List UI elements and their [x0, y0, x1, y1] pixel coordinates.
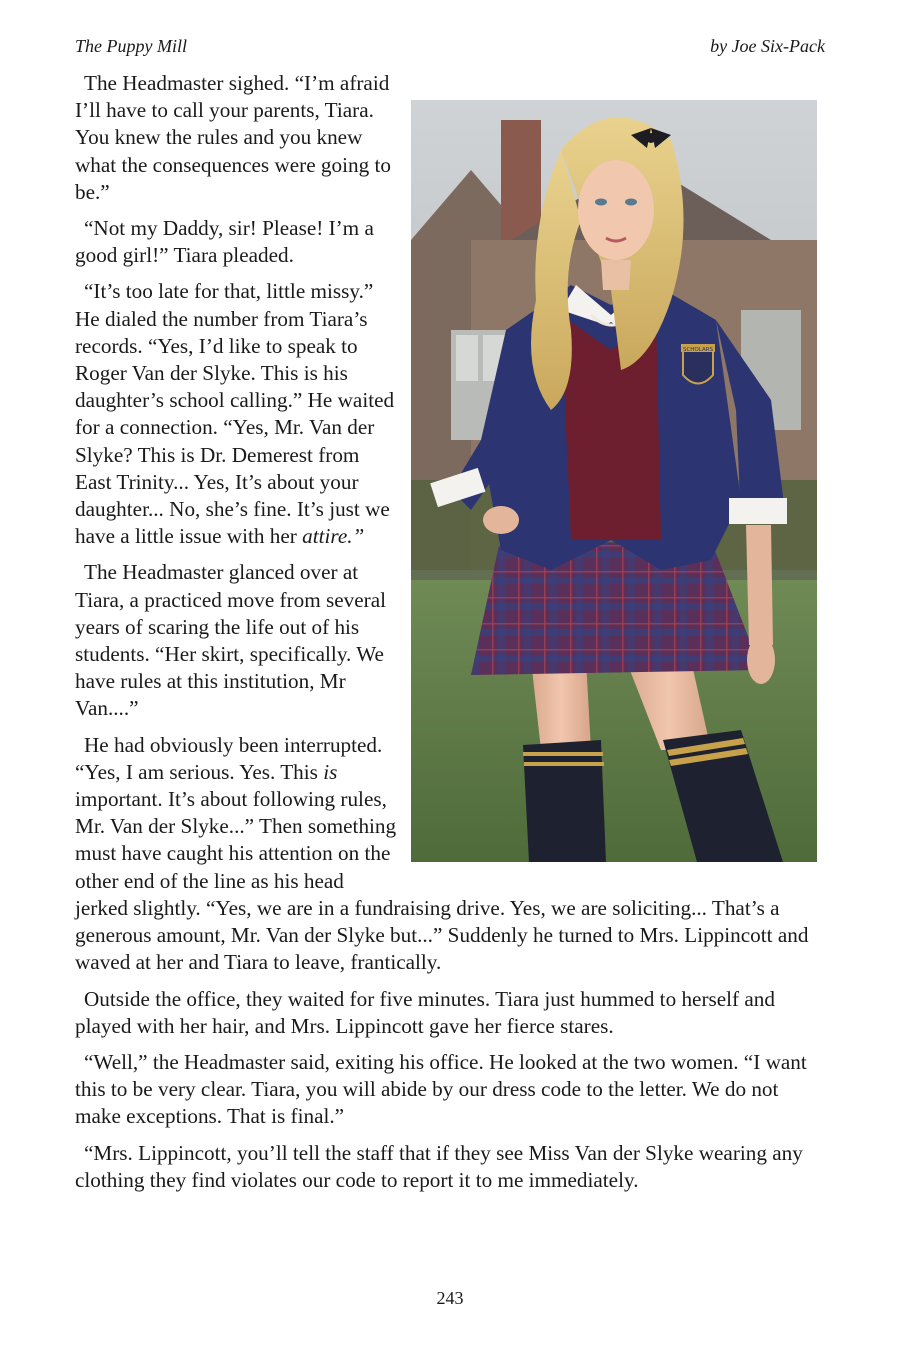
running-header: [75, 36, 825, 62]
paragraph-5-text-b: important. It’s about following rules, Mr. Van der Slyke...” Then something must have caught his attention on the other end of the line as his head jerked slightly. “Yes, we are in a fundraising drive. Yes, we are soliciting... That’s a generous amount, Mr. Van der Slyke but...” Suddenly he turned to Mrs. Lippincott and waved at her and Tiara to leave, frantically.: [75, 787, 809, 975]
illustration: [411, 100, 817, 862]
paragraph-3-emphasis: attire.”: [302, 524, 365, 549]
paragraph-2: “Not my Daddy, sir! Please! I’m a good girl!” Tiara pleaded.: [75, 216, 374, 268]
schoolgirl-photo: [411, 100, 817, 862]
book-title: The Puppy Mill: [75, 36, 187, 56]
paragraph-7: “Well,” the Headmaster said, exiting his office. He looked at the two women. “I want this to be very clear. Tiara, you will abide by our dress code to the letter. We do not make exceptions. That is final.”: [75, 1049, 807, 1129]
author-name: by Joe Six-Pack: [710, 36, 825, 56]
paragraph-5-emphasis: is: [323, 759, 338, 784]
page-number: 243: [436, 1288, 464, 1308]
paragraph-4: The Headmaster glanced over at Tiara, a practiced move from several years of scaring the life out of his students. “Her skirt, specifically. We have rules at this institution, Mr Van....”: [75, 560, 387, 721]
paragraph-6: Outside the office, they waited for five minutes. Tiara just hummed to herself and played with her hair, and Mrs. Lippincott gave her fierce stares.: [75, 986, 775, 1038]
body-text: [75, 70, 825, 1203]
paragraph-3-text: “It’s too late for that, little missy.” He dialed the number from Tiara’s records. “Yes, I’d like to speak to Roger Van der Slyke. This is his daughter’s school calling.” He waited for a connection. “Yes, Mr. Van der Slyke? This is Dr. Demerest from East Trinity... Yes, It’s about your daughter... No, she’s fine. It’s just we have a little issue with her: [75, 279, 395, 549]
paragraph-8: “Mrs. Lippincott, you’ll tell the staff that if they see Miss Van der Slyke wearing any clothing they find violates our code to report it to me immediately.: [75, 1140, 803, 1192]
crest-text: SCHOLARS: [682, 347, 714, 353]
paragraph-5-text-a: He had obviously been interrupted. “Yes, I am serious. Yes. This: [75, 732, 383, 784]
paragraph-1: The Headmaster sighed. “I’m afraid I’ll have to call your parents, Tiara. You knew the rules and you knew what the consequences were going to be.”: [75, 71, 391, 204]
